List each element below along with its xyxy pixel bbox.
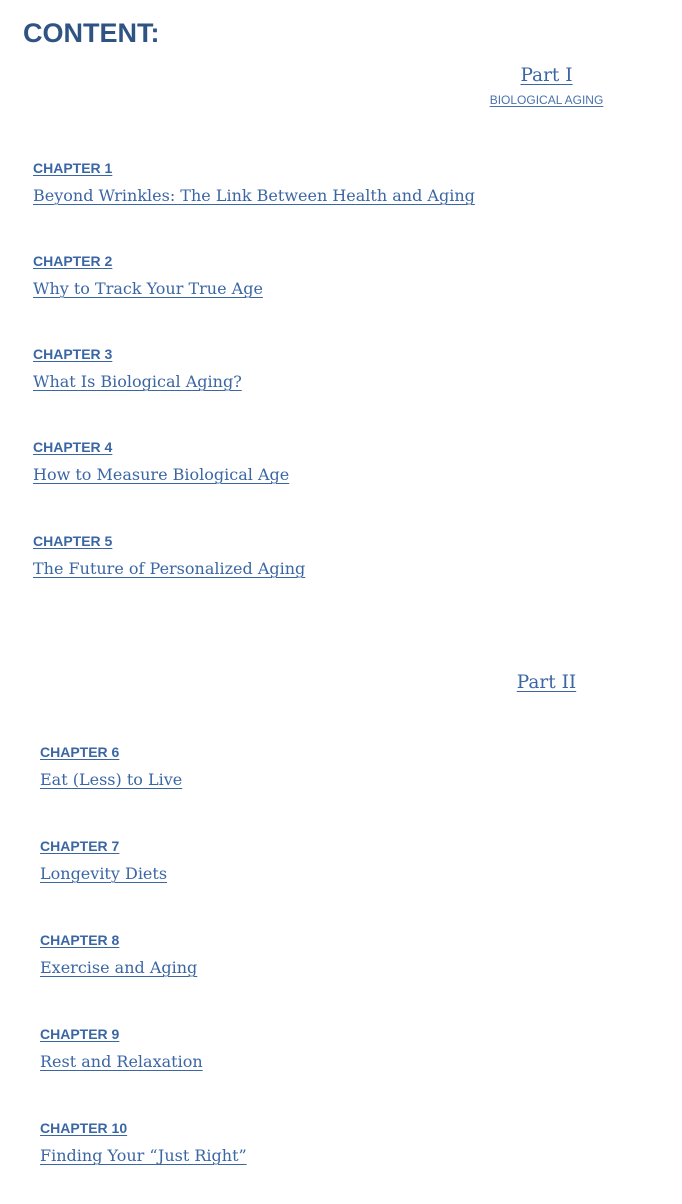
part-2-title-link[interactable]: Part II: [516, 672, 577, 693]
chapter-8-label[interactable]: CHAPTER 8: [40, 932, 120, 948]
chapter-4-title-link[interactable]: How to Measure Biological Age: [33, 465, 290, 484]
part-1-header: [400, 64, 682, 108]
chapter-1-entry[interactable]: [33, 159, 475, 207]
chapter-3-title-link[interactable]: What Is Biological Aging?: [33, 372, 242, 391]
chapter-7-label[interactable]: CHAPTER 7: [40, 838, 120, 854]
chapter-1-title-link[interactable]: Beyond Wrinkles: The Link Between Health and Aging: [33, 186, 475, 205]
chapter-9-entry[interactable]: [40, 1025, 203, 1073]
part-1-subtitle-link[interactable]: BIOLOGICAL AGING: [489, 93, 604, 107]
chapter-2-title-link[interactable]: Why to Track Your True Age: [33, 279, 263, 298]
chapter-9-label[interactable]: CHAPTER 9: [40, 1026, 120, 1042]
chapter-10-entry[interactable]: [40, 1119, 247, 1167]
chapter-8-title-link[interactable]: Exercise and Aging: [40, 958, 198, 977]
chapter-5-title-link[interactable]: The Future of Personalized Aging: [33, 559, 306, 578]
chapter-9-title-link[interactable]: Rest and Relaxation: [40, 1052, 203, 1071]
part-1-title-link[interactable]: Part I: [520, 65, 573, 86]
chapter-5-label[interactable]: CHAPTER 5: [33, 533, 113, 549]
chapter-6-title-link[interactable]: Eat (Less) to Live: [40, 770, 183, 789]
chapter-10-title-link[interactable]: Finding Your “Just Right”: [40, 1146, 247, 1165]
chapter-4-label[interactable]: CHAPTER 4: [33, 439, 113, 455]
part-2-header: [400, 671, 682, 695]
chapter-7-title-link[interactable]: Longevity Diets: [40, 864, 168, 883]
chapter-6-entry[interactable]: [40, 743, 182, 791]
chapter-2-label[interactable]: CHAPTER 2: [33, 253, 113, 269]
chapter-4-entry[interactable]: [33, 438, 289, 486]
chapter-1-label[interactable]: CHAPTER 1: [33, 160, 113, 176]
chapter-6-label[interactable]: CHAPTER 6: [40, 744, 120, 760]
chapter-7-entry[interactable]: [40, 837, 167, 885]
chapter-2-entry[interactable]: [33, 252, 263, 300]
chapter-3-entry[interactable]: [33, 345, 242, 393]
chapter-10-label[interactable]: CHAPTER 10: [40, 1120, 128, 1136]
chapter-8-entry[interactable]: [40, 931, 197, 979]
chapter-3-label[interactable]: CHAPTER 3: [33, 346, 113, 362]
chapter-5-entry[interactable]: [33, 532, 305, 580]
page-title: CONTENT:: [23, 18, 160, 48]
